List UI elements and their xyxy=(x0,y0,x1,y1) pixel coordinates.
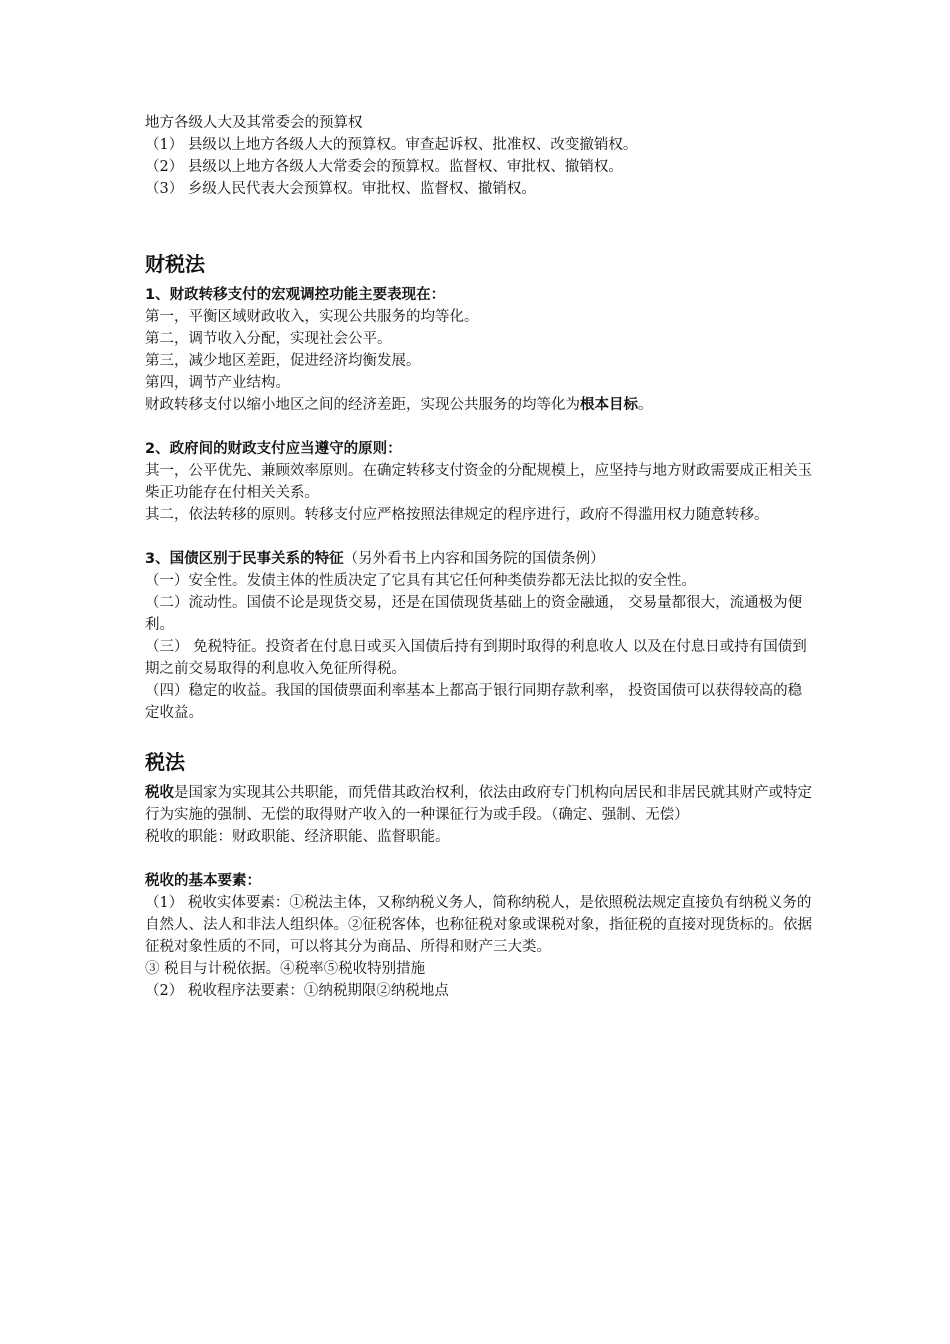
fiscal-q3-item-4: （四）稳定的收益。我国的国债票面利率基本上都高于银行同期存款利率， 投资国债可以获得较高的稳定收益。 xyxy=(145,683,803,721)
q3-title-note: （另外看书上内容和国务院的国债条例） xyxy=(343,551,605,567)
budget-item-2: （2） 县级以上地方各级人大常委会的预算权。监督权、审批权、撤销权。 xyxy=(145,159,623,175)
fiscal-q1-line-2: 第二，调节收入分配，实现社会公平。 xyxy=(145,331,392,347)
summary-end: 。 xyxy=(638,397,653,413)
tax-element-3: （2） 税收程序法要素：①纳税期限②纳税地点 xyxy=(145,983,449,999)
budget-item-3: （3） 乡级人民代表大会预算权。审批权、监督权、撤销权。 xyxy=(145,181,536,197)
fiscal-q2-paragraph-1: 其一，公平优先、兼顾效率原则。在确定转移支付资金的分配规模上，应坚持与地方财政需要成正相关玉柴正功能存在付相关关系。 xyxy=(145,463,812,501)
fiscal-heading: 财税法 xyxy=(145,252,205,276)
fiscal-q3-item-3: （三） 免税特征。投资者在付息日或买入国债后持有到期时取得的利息收人 以及在付息日或持有国债到期之前交易取得的利息收入免征所得税。 xyxy=(145,639,807,677)
fiscal-q3-item-2: （二）流动性。国债不论是现货交易，还是在国债现货基础上的资金融通， 交易量都很大，流通极为便利。 xyxy=(145,595,803,633)
fiscal-q3-title xyxy=(145,548,815,570)
tax-element-1: （1） 税收实体要素：①税法主体，又称纳税义务人，简称纳税人，是依照税法规定直接负有纳税义务的自然人、法人和非法人组织体。②征税客体，也称征税对象或课税对象，指征税的直接对现货标的。依据征税对象性质的不同，可以将其分为商品、所得和财产三大类。 xyxy=(145,895,812,955)
tax-functions: 税收的职能：财政职能、经济职能、监督职能。 xyxy=(145,829,450,845)
summary-bold-term: 根本目标 xyxy=(580,397,638,413)
tax-elements-title: 税收的基本要素： xyxy=(145,873,261,889)
budget-item-1: （1） 县级以上地方各级人大的预算权。审查起诉权、批准权、改变撤销权。 xyxy=(145,137,638,153)
fiscal-q3-item-1: （一）安全性。发债主体的性质决定了它具有其它任何种类债券都无法比拟的安全性。 xyxy=(145,573,696,589)
fiscal-q1-title: 1、财政转移支付的宏观调控功能主要表现在： xyxy=(145,287,446,303)
fiscal-q1-summary xyxy=(145,394,815,416)
summary-text: 财政转移支付以缩小地区之间的经济差距，实现公共服务的均等化为 xyxy=(145,397,580,413)
tax-definition-text: 是国家为实现其公共职能，而凭借其政治权利，依法由政府专门机构向居民和非居民就其财产或特定行为实施的强制、无偿的取得财产收入的一种课征行为或手段。（确定、强制、无偿） xyxy=(145,785,812,823)
tax-heading: 税法 xyxy=(145,750,185,774)
fiscal-q1-line-1: 第一，平衡区域财政收入，实现公共服务的均等化。 xyxy=(145,309,479,325)
fiscal-q2-title: 2、政府间的财政支付应当遵守的原则： xyxy=(145,441,402,457)
tax-definition-term: 税收 xyxy=(145,785,174,801)
fiscal-q1-line-3: 第三，减少地区差距，促进经济均衡发展。 xyxy=(145,353,421,369)
fiscal-q1-line-4: 第四，调节产业结构。 xyxy=(145,375,290,391)
tax-element-2: ③ 税目与计税依据。④税率⑤税收特别措施 xyxy=(145,961,426,977)
tax-definition xyxy=(145,782,815,826)
budget-title: 地方各级人大及其常委会的预算权 xyxy=(145,115,363,131)
fiscal-q2-paragraph-2: 其二，依法转移的原则。转移支付应严格按照法律规定的程序进行，政府不得滥用权力随意转移。 xyxy=(145,507,769,523)
q3-title-bold: 3、国债区别于民事关系的特征 xyxy=(145,551,344,567)
document-page xyxy=(145,112,815,1002)
